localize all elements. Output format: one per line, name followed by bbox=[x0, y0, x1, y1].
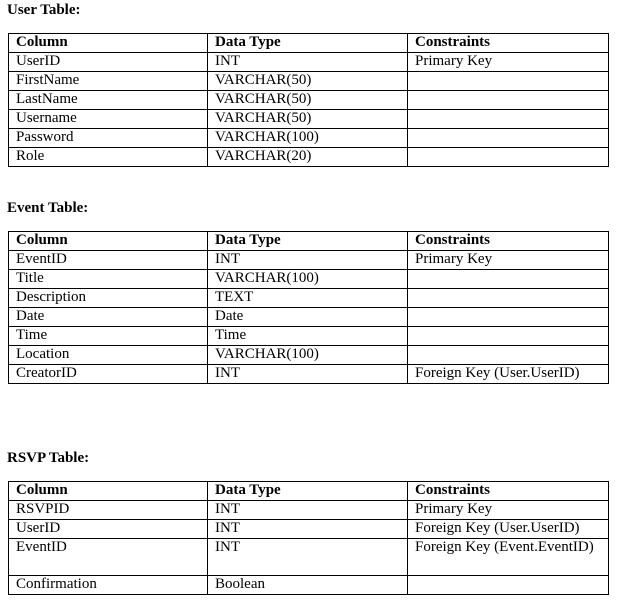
table-row bbox=[9, 327, 609, 346]
constraints-cell: Foreign Key (User.UserID) bbox=[408, 520, 609, 539]
column-cell: LastName bbox=[9, 91, 208, 110]
constraints-cell bbox=[408, 327, 609, 346]
user-table bbox=[8, 33, 609, 167]
column-header: Column bbox=[9, 232, 208, 251]
table-row bbox=[9, 148, 609, 167]
table-row bbox=[9, 539, 609, 576]
table-row bbox=[9, 110, 609, 129]
table-row bbox=[9, 346, 609, 365]
column-cell: FirstName bbox=[9, 72, 208, 91]
table-row bbox=[9, 251, 609, 270]
table-row bbox=[9, 289, 609, 308]
constraints-cell bbox=[408, 91, 609, 110]
data-type-cell: INT bbox=[208, 365, 408, 384]
table-row bbox=[9, 576, 609, 595]
constraints-cell bbox=[408, 110, 609, 129]
constraints-header: Constraints bbox=[408, 482, 609, 501]
column-cell: RSVPID bbox=[9, 501, 208, 520]
constraints-header: Constraints bbox=[408, 34, 609, 53]
column-cell: Time bbox=[9, 327, 208, 346]
user-table-heading: User Table: bbox=[7, 2, 81, 18]
data-type-cell: INT bbox=[208, 501, 408, 520]
data-type-header: Data Type bbox=[208, 482, 408, 501]
constraints-cell bbox=[408, 72, 609, 91]
table-row bbox=[9, 91, 609, 110]
constraints-cell bbox=[408, 270, 609, 289]
column-cell: UserID bbox=[9, 520, 208, 539]
event-table-heading: Event Table: bbox=[7, 200, 89, 216]
constraints-cell: Primary Key bbox=[408, 501, 609, 520]
column-cell: Location bbox=[9, 346, 208, 365]
table-header-row bbox=[9, 34, 609, 53]
column-cell: Title bbox=[9, 270, 208, 289]
table-row bbox=[9, 129, 609, 148]
data-type-cell: INT bbox=[208, 251, 408, 270]
column-cell: Description bbox=[9, 289, 208, 308]
data-type-cell: VARCHAR(100) bbox=[208, 270, 408, 289]
data-type-cell: VARCHAR(50) bbox=[208, 110, 408, 129]
column-cell: Date bbox=[9, 308, 208, 327]
data-type-cell: INT bbox=[208, 53, 408, 72]
constraints-cell: Primary Key bbox=[408, 53, 609, 72]
constraints-cell: Foreign Key (User.UserID) bbox=[408, 365, 609, 384]
column-cell: EventID bbox=[9, 539, 208, 576]
column-cell: Role bbox=[9, 148, 208, 167]
data-type-cell: TEXT bbox=[208, 289, 408, 308]
data-type-cell: INT bbox=[208, 520, 408, 539]
data-type-cell: VARCHAR(100) bbox=[208, 129, 408, 148]
data-type-cell: Time bbox=[208, 327, 408, 346]
data-type-header: Data Type bbox=[208, 232, 408, 251]
constraints-cell bbox=[408, 148, 609, 167]
data-type-cell: Date bbox=[208, 308, 408, 327]
constraints-cell: Primary Key bbox=[408, 251, 609, 270]
table-header-row bbox=[9, 232, 609, 251]
column-cell: Confirmation bbox=[9, 576, 208, 595]
event-table bbox=[8, 231, 609, 384]
data-type-cell: VARCHAR(50) bbox=[208, 91, 408, 110]
table-row bbox=[9, 270, 609, 289]
column-cell: Username bbox=[9, 110, 208, 129]
constraints-cell bbox=[408, 129, 609, 148]
column-cell: Password bbox=[9, 129, 208, 148]
table-row bbox=[9, 308, 609, 327]
constraints-cell bbox=[408, 289, 609, 308]
column-header: Column bbox=[9, 482, 208, 501]
table-row bbox=[9, 501, 609, 520]
data-type-header: Data Type bbox=[208, 34, 408, 53]
column-cell: CreatorID bbox=[9, 365, 208, 384]
constraints-cell bbox=[408, 346, 609, 365]
constraints-cell: Foreign Key (Event.EventID) bbox=[408, 539, 609, 576]
rsvp-table bbox=[8, 481, 609, 595]
data-type-cell: Boolean bbox=[208, 576, 408, 595]
data-type-cell: VARCHAR(100) bbox=[208, 346, 408, 365]
data-type-cell: VARCHAR(50) bbox=[208, 72, 408, 91]
data-type-cell: INT bbox=[208, 539, 408, 576]
table-header-row bbox=[9, 482, 609, 501]
constraints-header: Constraints bbox=[408, 232, 609, 251]
constraints-cell bbox=[408, 308, 609, 327]
data-type-cell: VARCHAR(20) bbox=[208, 148, 408, 167]
table-row bbox=[9, 72, 609, 91]
table-row bbox=[9, 53, 609, 72]
table-row bbox=[9, 520, 609, 539]
rsvp-table-heading: RSVP Table: bbox=[7, 450, 90, 466]
table-row bbox=[9, 365, 609, 384]
constraints-cell bbox=[408, 576, 609, 595]
column-cell: UserID bbox=[9, 53, 208, 72]
column-cell: EventID bbox=[9, 251, 208, 270]
column-header: Column bbox=[9, 34, 208, 53]
